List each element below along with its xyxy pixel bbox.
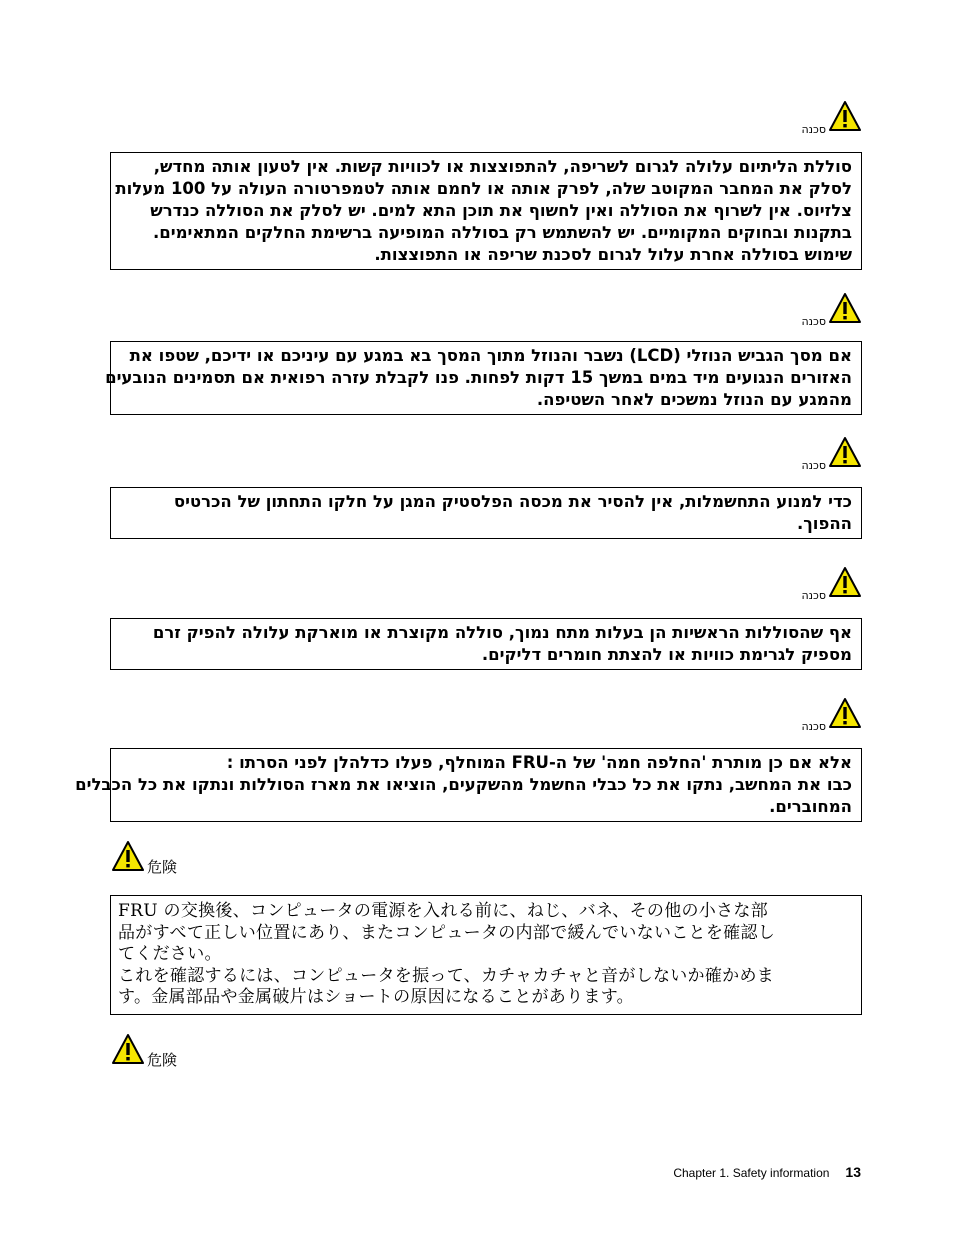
warning-triangle-icon	[828, 566, 862, 602]
warning-label	[801, 566, 862, 602]
warning-text-line: כבו את המחשב, נתקו את כל כבלי החשמל מהשקעים, הוציאו את מארז הסוללות ונתקו את כל הכבלים	[75, 775, 852, 794]
danger-label	[111, 840, 177, 876]
warning-box	[105, 341, 862, 415]
warning-text-line: לסלק את המחבר המקוטב שלה, לפרק אותה או לחמם אותה לטמפרטורה העולה על 100 מעלות	[115, 179, 852, 198]
warning-text-line: ההפוך.	[797, 514, 852, 533]
danger-box	[110, 895, 862, 1015]
warning-triangle-icon	[828, 436, 862, 472]
danger-label-text: סכנה	[801, 123, 826, 136]
warning-text-line: האזורים הנגועים מיד במים במשך 15 דקות לפחות. פנו לקבלת עזרה רפואית אם תסמינים הנובעים	[105, 368, 852, 387]
warning-label	[801, 100, 862, 136]
warning-text-line: אלא אם כן מותרת 'החלפה חמה' של ה-FRU המוחלף, פעלו כדלהלן לפני הסרתו :	[226, 753, 852, 772]
warning-label	[801, 697, 862, 733]
warning-label	[801, 436, 862, 472]
warning-box	[110, 487, 862, 539]
danger-label	[111, 1033, 177, 1069]
danger-label-text: סכנה	[801, 720, 826, 733]
danger-text-line: 品がすべて正しい位置にあり、またコンピュータの内部で緩んでいないことを確認し	[118, 922, 776, 943]
warning-triangle-icon	[111, 840, 145, 876]
warning-triangle-icon	[111, 1033, 145, 1069]
danger-text-line: てください。	[118, 944, 222, 964]
danger-label-text: 危険	[147, 1051, 178, 1069]
warning-text-line: מספיק לגרימת כוויות או להצתת חומרים דליקים.	[481, 645, 852, 664]
warning-triangle-icon	[828, 100, 862, 136]
warning-text-line: אם מסך הגביש הנוזלי (LCD) נשבר והנוזל מתוך המסך בא במגע עם עיניכם או ידיכם, שטפו את	[129, 346, 852, 365]
warning-text-line: המחוברים.	[769, 797, 852, 816]
danger-label-text: סכנה	[801, 459, 826, 472]
warning-text-line: שימוש בסוללה אחרת עלול לגרום לסכנת שריפה או התפוצצות.	[374, 245, 852, 264]
warning-text-line: בתקנות ובחוקים המקומיים. יש להשתמש רק בסוללה המופיעה ברשימת החלקים המתאימים.	[153, 223, 852, 242]
warning-text-line: צלזיוס. אין לשרוף את הסוללה ואין לחשוף את תוכן התא למים. יש לסלק את הסוללה כנדרש	[150, 201, 852, 220]
page-footer	[673, 1164, 861, 1180]
chapter-title: Chapter 1. Safety information	[673, 1166, 830, 1180]
warning-triangle-icon	[828, 697, 862, 733]
warning-text-line: סוללת הליתיום עלולה לגרום לשריפה, להתפוצצות או לכוויות קשות. אין לטעון אותה מחדש,	[153, 157, 852, 176]
danger-label-text: סכנה	[801, 315, 826, 328]
danger-text-line: これを確認するには、コンピュータを振って、カチャカチャと音がしないか確かめま	[118, 965, 775, 986]
danger-text-line: す。金属部品や金属破片はショートの原因になることがあります。	[118, 987, 634, 1007]
danger-label-text: 危険	[147, 858, 178, 876]
warning-box	[75, 748, 862, 822]
warning-text-line: מהמגע עם הנוזל נמשכים לאחר השטיפה.	[536, 390, 852, 409]
warning-box	[110, 152, 862, 270]
warning-label	[801, 292, 862, 328]
danger-text-line: FRU の交換後、コンピュータの電源を入れる前に、ねじ、バネ、その他の小さな部	[118, 901, 769, 921]
warning-text-line: אף שהסוללות הראשיות הן בעלות מתח נמוך, סוללה מקוצרת או מוארקת עלולה להפיק זרם	[152, 623, 852, 642]
warning-text-line: כדי למנוע התחשמלות, אין להסיר את מכסה הפלסטיק המגן על חלקו התחתון של הכרטיס	[173, 492, 852, 511]
page-number: 13	[845, 1164, 861, 1180]
warning-box	[110, 618, 862, 670]
warning-triangle-icon	[828, 292, 862, 328]
danger-label-text: סכנה	[801, 589, 826, 602]
